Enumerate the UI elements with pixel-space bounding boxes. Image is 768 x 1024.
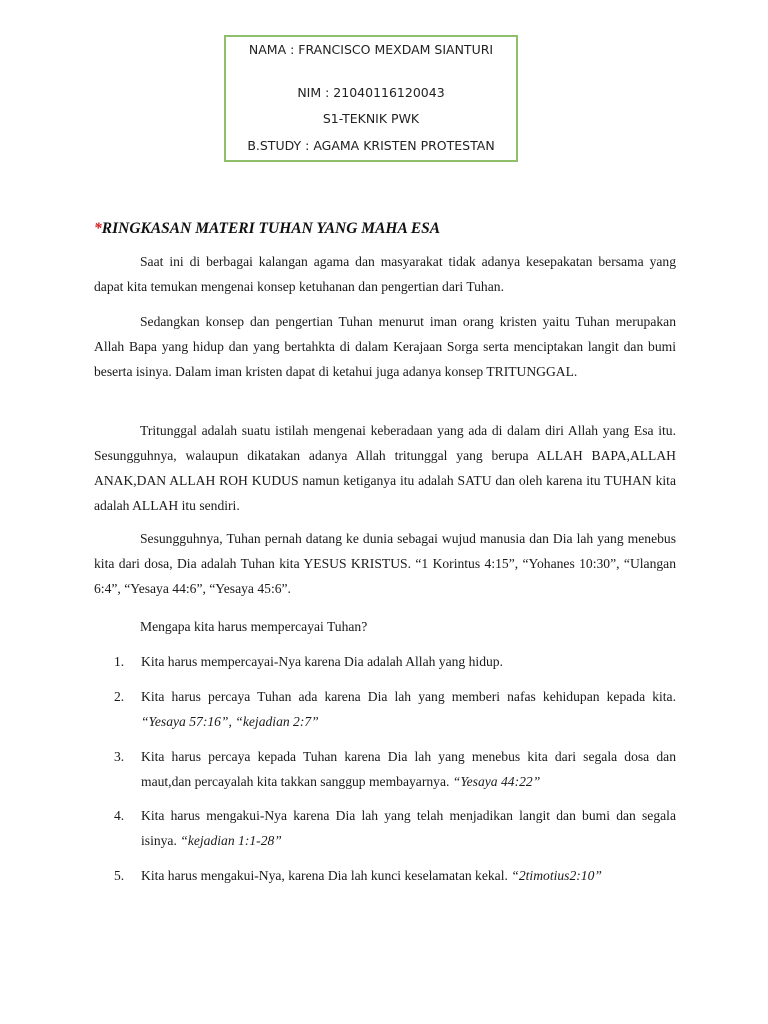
- paragraph-concept: Sedangkan konsep dan pengertian Tuhan menurut iman orang kristen yaitu Tuhan merupakan Allah Bapa yang hidup dan yang bertahkta di dalam Kerajaan Sorga serta menciptakan langit dan bumi beserta isinya. Dalam iman kristen dapat di ketahui juga adanya konsep TRITUNGGAL.: [94, 314, 676, 379]
- document-title: [94, 220, 440, 238]
- title-text: RINGKASAN MATERI TUHAN YANG MAHA ESA: [101, 220, 441, 237]
- title-asterisk: *: [94, 220, 102, 237]
- list-number: 1.: [114, 654, 125, 669]
- bible-reference: “kejadian 1:1-28”: [180, 833, 282, 848]
- list-item: [94, 863, 676, 888]
- paragraph-intro: Saat ini di berbagai kalangan agama dan masyarakat tidak adanya kesepakatan bersama yang dapat kita temukan mengenai konsep ketuhanan dan pengertian dari Tuhan.: [94, 254, 676, 294]
- student-nim: NIM : 21040116120043: [297, 85, 445, 100]
- list-number: 4.: [114, 808, 125, 823]
- study-program: S1-TEKNIK PWK: [322, 111, 420, 126]
- reason-list-item-4: [94, 803, 676, 853]
- list-text: Kita harus mempercayai-Nya karena Dia adalah Allah yang hidup.: [141, 654, 503, 669]
- list-number: 5.: [114, 868, 125, 883]
- list-text: Kita harus mengakui-Nya karena Dia lah yang telah menjadikan langit dan bumi dan segala isinya.: [141, 808, 676, 848]
- course-name: B.STUDY : AGAMA KRISTEN PROTESTAN: [247, 138, 495, 153]
- list-number: 2.: [114, 689, 125, 704]
- reason-list-item-2: [94, 684, 676, 734]
- reason-list-item-1: [94, 649, 676, 674]
- list-item: [94, 803, 676, 853]
- reason-list-item-5: [94, 863, 676, 888]
- list-text: Kita harus percaya Tuhan ada karena Dia lah yang memberi nafas kehidupan kepada kita.: [141, 689, 676, 704]
- list-number: 3.: [114, 749, 125, 764]
- identity-box: [224, 35, 518, 162]
- reason-list-item-3: [94, 744, 676, 794]
- bible-reference: “2timotius2:10”: [511, 868, 602, 883]
- student-name: NAMA : FRANCISCO MEXDAM SIANTURI: [248, 42, 494, 57]
- list-item: [94, 744, 676, 794]
- list-item: [94, 649, 676, 674]
- list-text: Kita harus mengakui-Nya, karena Dia lah kunci keselamatan kekal.: [141, 868, 512, 883]
- bible-reference: “Yesaya 57:16”, “kejadian 2:7”: [141, 714, 319, 729]
- list-text: Kita harus percaya kepada Tuhan karena Dia lah yang menebus kita dari segala dosa dan maut,dan percayalah kita takkan sanggup membayarnya.: [141, 749, 676, 789]
- paragraph-trinity: Tritunggal adalah suatu istilah mengenai keberadaan yang ada di dalam diri Allah yang Esa itu. Sesungguhnya, walaupun dikatakan adanya Allah tritunggal yang berupa ALLAH BAPA,ALLAH ANAK,DAN ALLAH ROH KUDUS namun ketiganya itu adalah SATU dan oleh karena itu TUHAN kita adalah ALLAH itu sendiri.: [94, 423, 676, 513]
- list-item: [94, 684, 676, 734]
- paragraph-question: Mengapa kita harus mempercayai Tuhan?: [140, 619, 368, 634]
- bible-reference: “Yesaya 44:22”: [452, 774, 541, 789]
- paragraph-jesus: Sesungguhnya, Tuhan pernah datang ke dunia sebagai wujud manusia dan Dia lah yang menebus kita dari dosa, Dia adalah Tuhan kita YESUS KRISTUS. “1 Korintus 4:15”, “Yohanes 10:30”, “Ulangan 6:4”, “Yesaya 44:6”, “Yesaya 45:6”.: [94, 531, 676, 596]
